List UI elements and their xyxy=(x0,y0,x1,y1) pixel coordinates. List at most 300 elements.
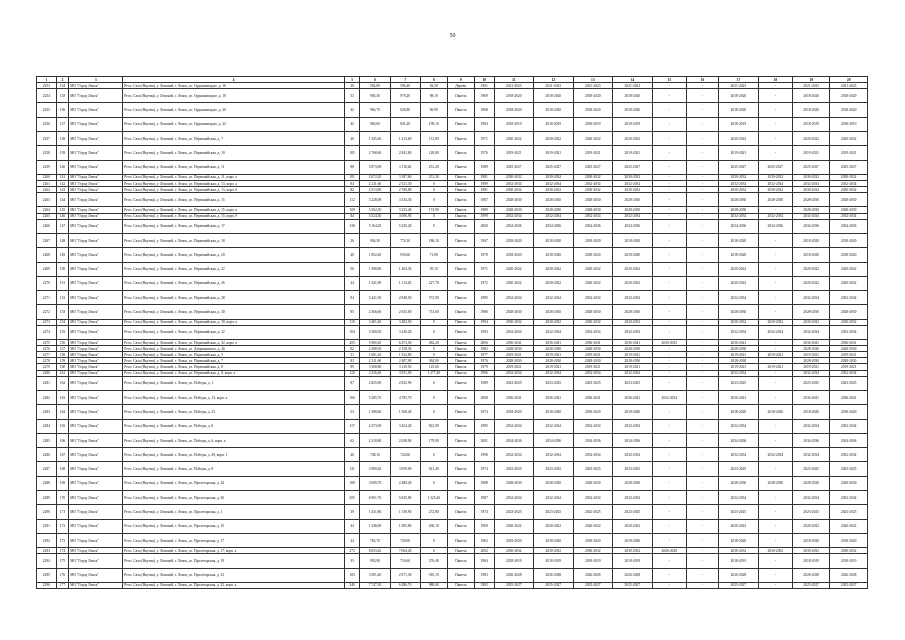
table-cell: 2032-2034 xyxy=(719,213,759,219)
table-row xyxy=(37,505,868,519)
table-cell: 2032-2034 xyxy=(573,213,613,219)
table-cell: 572,90 xyxy=(420,291,447,305)
table-cell: 158 xyxy=(56,352,68,358)
table-cell: 154 xyxy=(56,319,68,325)
table-cell: 1985 xyxy=(474,419,494,433)
table-cell: 2018-2019 xyxy=(573,554,613,568)
table-cell: 170 xyxy=(56,491,68,505)
table-cell: 227,70 xyxy=(420,276,447,290)
table-cell: 62 xyxy=(344,433,360,447)
table-cell: 2019-2021 xyxy=(758,364,792,370)
table-cell: 2034-2036 xyxy=(792,219,829,233)
table-cell: 2018-2020 xyxy=(830,89,868,103)
table-cell: - xyxy=(758,305,792,319)
table-cell: МО "Город Ленск" xyxy=(69,160,123,174)
table-cell: - xyxy=(652,160,686,174)
table-cell: МО "Город Ленск" xyxy=(69,213,123,219)
table-cell: 2023-2025 xyxy=(792,505,829,519)
table-cell: 2030-2032 xyxy=(719,319,759,325)
table-cell: 762,70 xyxy=(360,533,390,547)
table-cell: 175 xyxy=(56,554,68,568)
table-cell: 2028-2030 xyxy=(573,358,613,364)
table-cell: 2034-2036 xyxy=(494,433,534,447)
table-cell: 2032-2034 xyxy=(613,213,653,219)
table-cell: 2019-2021 xyxy=(494,352,534,358)
table-cell: 2271 xyxy=(37,291,57,305)
column-header: 1 xyxy=(37,77,57,83)
table-row xyxy=(37,291,868,305)
table-cell: - xyxy=(652,554,686,568)
table-cell: 1986 xyxy=(474,305,494,319)
table-cell: 2020-2022 xyxy=(613,262,653,276)
table-cell: 2032-2034 xyxy=(792,325,829,339)
table-cell: 2281 xyxy=(37,376,57,390)
table-cell: 2032-2034 xyxy=(534,213,574,219)
table-cell: 205 xyxy=(344,491,360,505)
table-cell: 172 xyxy=(56,519,68,533)
table-cell: 2 498,50 xyxy=(360,346,390,352)
table-cell: 176 xyxy=(56,568,68,582)
table-cell: 2028-2030 xyxy=(613,476,653,490)
table-cell: Панель xyxy=(447,582,474,588)
table-cell: 83 xyxy=(344,358,360,364)
table-cell: Респ. Саха (Якутия), у. Ленский, г. Ленск, ул. Первомайская, д. 18 xyxy=(123,233,345,247)
column-header: 15 xyxy=(652,77,686,83)
table-cell: 82 xyxy=(344,346,360,352)
table-cell: 1 368,40 xyxy=(390,405,420,419)
table-cell: 1 263,30 xyxy=(390,262,420,276)
table-cell: - xyxy=(686,582,718,588)
table-cell: 2034-2036 xyxy=(573,219,613,233)
table-cell: 2032-2034 xyxy=(494,213,534,219)
table-cell: 2020-2022 xyxy=(534,131,574,145)
table-cell: 5 980,20 xyxy=(360,340,390,346)
table-cell: 2032-2034 xyxy=(830,419,868,433)
table-cell: Респ. Саха (Якутия), у. Ленский, г. Ленск, ул. Первомайская, д. 13, корп. б xyxy=(123,187,345,193)
table-cell: - xyxy=(652,187,686,193)
table-cell: 2028-2030 xyxy=(494,193,534,207)
table-cell: Респ. Саха (Якутия), у. Ленский, г. Ленск, ул. Первомайская, д. 15 xyxy=(123,193,345,207)
table-cell: 2028-2030 xyxy=(494,305,534,319)
table-cell: 146 xyxy=(56,213,68,219)
table-cell: МО "Город Ленск" xyxy=(69,146,123,160)
table-cell: 2030-2032 xyxy=(792,187,829,193)
table-cell: 1989 xyxy=(474,376,494,390)
table-cell: 2025-2027 xyxy=(613,160,653,174)
table-cell: 2028-2030 xyxy=(573,346,613,352)
table-cell: 2023-2025 xyxy=(792,462,829,476)
table-cell: МО "Город Ленск" xyxy=(69,405,123,419)
table-cell: 2021-2023 xyxy=(534,83,574,89)
table-cell: 1962 xyxy=(474,533,494,547)
table-cell: 2028-2030 xyxy=(758,193,792,207)
table-cell: 2018-2020 xyxy=(494,103,534,117)
table-cell: МО "Город Ленск" xyxy=(69,346,123,352)
table-cell: 2019-2021 xyxy=(573,146,613,160)
table-cell: - xyxy=(686,505,718,519)
table-cell: 2032-2034 xyxy=(792,448,829,462)
table-cell: 2034-2036 xyxy=(830,219,868,233)
table-cell: 155 xyxy=(56,325,68,339)
table-cell: 2019-2021 xyxy=(758,352,792,358)
table-cell: - xyxy=(652,462,686,476)
table-cell: МО "Город Ленск" xyxy=(69,117,123,131)
table-cell: 3 699,70 xyxy=(360,476,390,490)
table-cell: 2028-2030 xyxy=(573,193,613,207)
table-cell: 165 xyxy=(56,419,68,433)
table-cell: МО "Город Ленск" xyxy=(69,319,123,325)
table-cell: 82 xyxy=(344,187,360,193)
table-cell: 56 xyxy=(344,262,360,276)
table-cell: 2036-2041 xyxy=(792,340,829,346)
table-cell: 1984 xyxy=(474,554,494,568)
table-cell: 1 522,80 xyxy=(390,352,420,358)
table-cell: МО "Город Ленск" xyxy=(69,233,123,247)
table-cell: 2 672,20 xyxy=(360,174,390,180)
table-cell: 2025-2027 xyxy=(719,582,759,588)
table-cell: Панель xyxy=(447,146,474,160)
table-cell: Респ. Саха (Якутия), у. Ленский, г. Ленск, ул. Пролетарская, д. 24 xyxy=(123,476,345,490)
table-cell: - xyxy=(758,533,792,547)
table-cell: 134 xyxy=(56,83,68,89)
table-cell: 2030-2032 xyxy=(613,548,653,554)
table-cell: 1 085,80 xyxy=(390,519,420,533)
table-cell: - xyxy=(758,491,792,505)
table-cell: 2290 xyxy=(37,505,57,519)
table-cell: 2019-2021 xyxy=(494,146,534,160)
table-cell: МО "Город Ленск" xyxy=(69,533,123,547)
table-cell: 921,40 xyxy=(420,462,447,476)
table-cell: - xyxy=(686,370,718,376)
table-cell: 2032-2034 xyxy=(719,291,759,305)
column-header: 12 xyxy=(534,77,574,83)
table-cell: 89 xyxy=(344,364,360,370)
table-cell: 169 xyxy=(56,476,68,490)
table-row xyxy=(37,131,868,145)
table-cell: 2 825,90 xyxy=(390,376,420,390)
table-cell: - xyxy=(758,433,792,447)
table-cell: - xyxy=(758,462,792,476)
table-cell: 2019-2021 xyxy=(830,352,868,358)
table-cell: Дерево xyxy=(447,83,474,89)
table-cell: - xyxy=(686,262,718,276)
table-cell: 2030-2032 xyxy=(719,548,759,554)
table-cell: Респ. Саха (Якутия), у. Ленский, г. Ленск, ул. Пролетарская, д. 15 xyxy=(123,519,345,533)
table-cell: 0 xyxy=(420,352,447,358)
table-cell: - xyxy=(686,376,718,390)
table-cell: Панель xyxy=(447,352,474,358)
table-cell: Респ. Саха (Якутия), у. Ленский, г. Ленск, ул. Первомайская, д. 30 xyxy=(123,305,345,319)
table-cell: МО "Город Ленск" xyxy=(69,103,123,117)
table-cell: 2036-2041 xyxy=(613,390,653,404)
table-cell: Респ. Саха (Якутия), у. Ленский, г. Ленск, ул. Пролетарская, д. 23 xyxy=(123,568,345,582)
table-cell: Респ. Саха (Якутия), у. Ленский, г. Ленск, ул. Первомайская, д. 32 xyxy=(123,325,345,339)
table-cell: Панель xyxy=(447,233,474,247)
table-cell: 1 345,40 xyxy=(360,131,390,145)
table-cell: 2032-2034 xyxy=(534,448,574,462)
table-cell: 51 xyxy=(344,352,360,358)
table-cell: - xyxy=(758,248,792,262)
table-cell: 1994 xyxy=(474,319,494,325)
table-cell: 231,20 xyxy=(420,174,447,180)
table-cell: 2020-2022 xyxy=(613,131,653,145)
table-cell: Респ. Саха (Якутия), у. Ленский, г. Ленск, ул. Орджоникидзе, д. 22 xyxy=(123,117,345,131)
table-cell: 2026-2028 xyxy=(719,568,759,582)
table-cell: 2 480,40 xyxy=(390,476,420,490)
table-row xyxy=(37,233,868,247)
table-cell: 1989 xyxy=(474,160,494,174)
table-cell: 2036-2041 xyxy=(830,390,868,404)
table-cell: - xyxy=(758,376,792,390)
column-header: 6 xyxy=(360,77,390,83)
table-cell: 1969 xyxy=(474,89,494,103)
table-cell: - xyxy=(686,213,718,219)
table-cell: Респ. Саха (Якутия), у. Ленский, г. Ленск, ул. Победы, д. 6 xyxy=(123,419,345,433)
table-cell: 2020-2022 xyxy=(792,262,829,276)
table-cell: 2018-2020 xyxy=(573,233,613,247)
table-cell: - xyxy=(686,117,718,131)
table-cell: 3 059,00 xyxy=(390,462,420,476)
table-cell: - xyxy=(686,219,718,233)
table-cell: 2023-2025 xyxy=(573,462,613,476)
table-cell: 966,70 xyxy=(360,103,390,117)
table-cell: - xyxy=(758,419,792,433)
table-row xyxy=(37,582,868,588)
table-cell: 2019-2021 xyxy=(534,352,574,358)
table-cell: 2020-2022 xyxy=(573,519,613,533)
table-cell: 2032-2034 xyxy=(534,370,574,376)
table-cell: 2256 xyxy=(37,117,57,131)
table-cell: 2018-2020 xyxy=(719,248,759,262)
table-cell: 2008 xyxy=(474,390,494,404)
table-cell: 2020-2022 xyxy=(534,262,574,276)
table-cell: 2018-2019 xyxy=(719,554,759,568)
table-cell: 3 228,08 xyxy=(360,193,390,207)
table-cell: 2028-2030 xyxy=(792,305,829,319)
table-cell: 2262 xyxy=(37,187,57,193)
table-cell: 2268 xyxy=(37,248,57,262)
table-cell: 2019-2021 xyxy=(573,364,613,370)
table-cell: 2254 xyxy=(37,89,57,103)
table-cell: 7 747,30 xyxy=(360,582,390,588)
table-cell: - xyxy=(686,146,718,160)
table-cell: 2018-2020 xyxy=(792,233,829,247)
table-cell: 1969 xyxy=(474,519,494,533)
table-cell: 39 xyxy=(344,505,360,519)
table-cell: 2028-2030 xyxy=(719,305,759,319)
table-cell: 2028-2030 xyxy=(792,476,829,490)
table-cell: 2032-2034 xyxy=(830,491,868,505)
table-cell: 2028-2030 xyxy=(573,207,613,213)
table-cell: 2 366,60 xyxy=(360,305,390,319)
table-cell: 2255 xyxy=(37,103,57,117)
table-cell: 2021-2023 xyxy=(573,83,613,89)
table-cell: 4 785,70 xyxy=(390,390,420,404)
table-cell: 3 187,60 xyxy=(390,174,420,180)
table-cell: 2020-2022 xyxy=(573,276,613,290)
table-cell: 2025-2027 xyxy=(719,160,759,174)
table-cell: 2023-2025 xyxy=(830,376,868,390)
table-cell: Респ. Саха (Якутия), у. Ленский, г. Ленск, ул. Первомайская, д. 8, корп. а xyxy=(123,370,345,376)
table-cell: - xyxy=(686,533,718,547)
table-cell: - xyxy=(652,352,686,358)
table-cell: МО "Город Ленск" xyxy=(69,419,123,433)
table-cell: 2030-2032 xyxy=(830,187,868,193)
table-cell: 1970 xyxy=(474,248,494,262)
table-cell: 104 xyxy=(344,325,360,339)
table-cell: МО "Город Ленск" xyxy=(69,519,123,533)
table-cell: 1974 xyxy=(474,462,494,476)
table-cell: 2021-2023 xyxy=(719,83,759,89)
table-cell: 2023-2025 xyxy=(613,505,653,519)
table-cell: 2032-2034 xyxy=(494,419,534,433)
table-cell: 131,80 xyxy=(420,131,447,145)
table-cell: 3 524,30 xyxy=(360,213,390,219)
table-cell: 2019-2021 xyxy=(719,146,759,160)
table-cell: 2018-2020 xyxy=(792,405,829,419)
table-cell: 2018-2020 xyxy=(534,103,574,117)
table-cell: 2018-2020 xyxy=(494,89,534,103)
table-cell: 2020-2022 xyxy=(494,519,534,533)
table-cell: 273 xyxy=(344,548,360,554)
table-cell: 131 xyxy=(344,462,360,476)
table-cell: 2018-2020 xyxy=(830,405,868,419)
table-cell: 2 513,80 xyxy=(360,187,390,193)
table-cell: 2030-2032 xyxy=(792,548,829,554)
table-cell: Панель xyxy=(447,358,474,364)
table-cell: - xyxy=(652,146,686,160)
table-cell: 103 xyxy=(344,568,360,582)
table-cell: Респ. Саха (Якутия), у. Ленский, г. Ленск, ул. Первомайская, д. 7 xyxy=(123,358,345,364)
table-cell: 186,10 xyxy=(420,233,447,247)
table-cell: 2006 xyxy=(474,340,494,346)
table-cell: - xyxy=(758,117,792,131)
table-cell: 2023-2025 xyxy=(719,376,759,390)
table-cell: 276,40 xyxy=(420,554,447,568)
table-cell: 2028-2030 xyxy=(494,207,534,213)
table-cell: 2 848,50 xyxy=(390,291,420,305)
table-cell: 822,90 xyxy=(420,419,447,433)
table-row xyxy=(37,533,868,547)
table-cell: 110 xyxy=(344,370,360,376)
table-cell: МО "Город Ленск" xyxy=(69,276,123,290)
table-cell: 2032-2034 xyxy=(830,448,868,462)
table-cell: 128,80 xyxy=(420,146,447,160)
table-cell: 2032-2034 xyxy=(534,491,574,505)
table-cell: 0 xyxy=(420,187,447,193)
table-cell: - xyxy=(686,433,718,447)
table-cell: 2020-2022 xyxy=(719,131,759,145)
table-cell: 71,80 xyxy=(420,248,447,262)
table-cell: 164 xyxy=(56,405,68,419)
table-cell: 2020-2022 xyxy=(792,131,829,145)
table-row xyxy=(37,390,868,404)
table-cell: 138 xyxy=(56,131,68,145)
table-cell: МО "Город Ленск" xyxy=(69,370,123,376)
table-cell: 3 873,00 xyxy=(360,160,390,174)
table-cell: - xyxy=(652,364,686,370)
table-cell: МО "Город Ленск" xyxy=(69,476,123,490)
table-cell: 2036-2041 xyxy=(573,390,613,404)
table-cell: - xyxy=(758,276,792,290)
table-cell: 1 213,60 xyxy=(390,131,420,145)
table-cell: 1976 xyxy=(474,146,494,160)
table-cell: 2028-2030 xyxy=(792,207,829,213)
table-cell: 2018-2020 xyxy=(494,405,534,419)
table-cell: 2032-2034 xyxy=(792,213,829,219)
table-cell: 2036-2041 xyxy=(494,390,534,404)
table-cell: - xyxy=(686,325,718,339)
table-cell: МО "Город Ленск" xyxy=(69,462,123,476)
table-cell: 2028-2030 xyxy=(534,193,574,207)
table-cell: - xyxy=(758,146,792,160)
table-cell: 2295 xyxy=(37,568,57,582)
table-cell: 2 038,90 xyxy=(390,433,420,447)
table-cell: 2032-2034 xyxy=(652,390,686,404)
table-cell: 1 341,90 xyxy=(360,276,390,290)
table-cell: Респ. Саха (Якутия), у. Ленский, г. Ленск, ул. Победы, д. 8 xyxy=(123,462,345,476)
table-cell: 2289 xyxy=(37,491,57,505)
table-cell: 2030-2032 xyxy=(573,174,613,180)
table-cell: 101 xyxy=(344,174,360,180)
table-cell: 2019-2021 xyxy=(534,364,574,370)
table-cell: 2018-2020 xyxy=(613,233,653,247)
table-cell: 110 xyxy=(344,319,360,325)
table-cell: 2025-2027 xyxy=(573,582,613,588)
table-cell: Панель xyxy=(447,533,474,547)
table-cell: Панель xyxy=(447,219,474,233)
table-cell: 2032-2034 xyxy=(792,491,829,505)
table-row xyxy=(37,419,868,433)
table-cell: 2032-2034 xyxy=(573,370,613,376)
table-cell: 2270 xyxy=(37,276,57,290)
table-cell: Панель xyxy=(447,433,474,447)
table-cell: Респ. Саха (Якутия), у. Ленский, г. Ленск, ул. Первомайская, д. 32, корп. а xyxy=(123,340,345,346)
table-cell: 2018-2020 xyxy=(573,248,613,262)
table-cell: 2032-2034 xyxy=(573,180,613,186)
table-cell: МО "Город Ленск" xyxy=(69,491,123,505)
table-cell: 930,60 xyxy=(390,248,420,262)
table-cell: - xyxy=(686,358,718,364)
table-cell: 482,20 xyxy=(420,340,447,346)
table-cell: Респ. Саха (Якутия), у. Ленский, г. Ленск, ул. Пролетарская, д. 19 xyxy=(123,554,345,568)
table-cell: - xyxy=(652,319,686,325)
table-cell: 2030-2032 xyxy=(792,174,829,180)
table-cell: 3 233,40 xyxy=(390,207,420,213)
table-cell: 0 xyxy=(420,346,447,352)
table-cell: 3 421,50 xyxy=(360,291,390,305)
table-cell: 162 xyxy=(56,376,68,390)
table-cell: 1984 xyxy=(474,117,494,131)
table-cell: - xyxy=(652,376,686,390)
table-cell: 2032-2034 xyxy=(830,370,868,376)
table-cell: 2032-2034 xyxy=(494,291,534,305)
repair-schedule-table xyxy=(36,76,868,589)
table-cell: - xyxy=(652,305,686,319)
table-cell: Панель xyxy=(447,160,474,174)
table-cell: 2032-2034 xyxy=(792,419,829,433)
table-cell: 42 xyxy=(344,117,360,131)
table-cell: - xyxy=(652,358,686,364)
table-cell: 136 xyxy=(56,103,68,117)
table-cell: 143 xyxy=(56,187,68,193)
table-cell: - xyxy=(758,262,792,276)
table-cell: 926,80 xyxy=(390,103,420,117)
table-cell: 8 833,20 xyxy=(360,548,390,554)
table-cell: 2028-2030 xyxy=(534,207,574,213)
table-cell: 2020-2022 xyxy=(573,131,613,145)
table-cell: 2030-2032 xyxy=(719,187,759,193)
